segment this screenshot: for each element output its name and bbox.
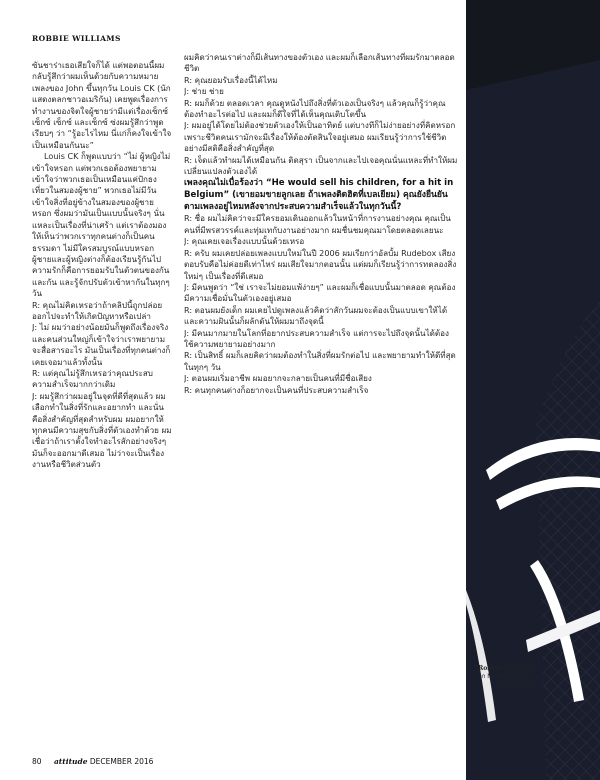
paragraph: ซันชาร่าเธอเสียใจก็ได้ แต่พอตอนนี้ผมกลับรู้สึกว่าผมเห็นด้วยกับความหมายเพลงของ John ขึ้นทุกวัน Louis CK (นักแสดงตลกชาวอเมริกัน) เคยพูดเรื่องการทำงานของจิตใจผู้ชายว่ามีแต่เรื่องเซ็กซ์ เซ็กซ์ เซ็กซ์ และเซ็กซ์ ซ่งผมรู้สึกว่าพูดเรียบๆ ว่า “รู้อะไรไหม นี่แก่ก็คงใจเข้าใจเป็นเหมือนกันนะ”: [32, 60, 172, 150]
magazine-brand: attitude: [53, 757, 88, 766]
paragraph: R: เป็นสิทธิ์ ผมก็เลยคิดว่าผมต้องทำในสิ่งที่ผมรักต่อไป และพยายามทำให้ดีที่สุดในทุกๆ วัน: [184, 350, 456, 372]
paragraph: R: ตอนผมยังเด็ก ผมเคยไปดูเพลงแล้วคิดว่าสักวันผมจะต้องเป็นแบบเขาให้ได้ และความฝันนั้นก็ผลักดันให้ผมมาถึงจุดนี้: [184, 304, 448, 327]
paragraph: J: ผมอยู่ได้โดยไม่ต้องช่วยตัวเองให้เป็นอาทิตย์ แต่บางทีก็ไม่ง่ายอย่างที่คิดหรอก เพราะชีวิตคนเรามักจะมีเรื่องให้ต้องตัดสินใจอยู่เสมอ ผมเรียนรู้ว่าการใช้ชีวิตอย่างมีสติคือสิ่งสำคัญที่สุด: [184, 120, 456, 154]
paragraph: R: คนทุกคนต่างก็อยากจะเป็นคนที่ประสบความสำเร็จ: [184, 384, 369, 395]
paragraph: J: มีคนพูดว่า “ใช่ เราจะไม่ยอมแพ้ง่ายๆ” และผมก็เชื่อแบบนั้นมาตลอด คุณต้องมีความเชื่อมั่นในตัวเองอยู่เสมอ: [184, 281, 456, 304]
paragraph: R: ครับ ผมเคยปล่อยเพลงแบบใหม่ในปี 2006 ผมเรียกว่าอัลบั้ม Rudebox เสียงตอบรับคือไม่ค่อยดีเท่าไหร่ ผมเสียใจมากตอนนั้น แต่ผมก็เรียนรู้ว่าการทดลองสิ่งใหม่ๆ เป็นเรื่องที่ดีเสมอ: [184, 247, 457, 281]
paragraph: ผมคิดว่าคนเราต่างก็มีเส้นทางของตัวเอง และผมก็เลือกเส้นทางที่ผมรักมาตลอดชีวิต: [184, 52, 455, 74]
caption-name: Robbie: [478, 665, 502, 672]
portrait-photo: [466, 0, 600, 780]
text-column-1: [32, 60, 172, 750]
paragraph: J: ช่าย ช่าย: [184, 86, 224, 97]
page-footer: [32, 757, 153, 766]
paragraph: R: ผมก็ด้วย ตลอดเวลา คุณดูหนังไปถึงสิ่งที่ตัวเองเป็นจริงๆ แล้วคุณก็รู้ว่าคุณต้องทำอะไรต่อไป และผมก็ดีใจที่ได้เห็นคุณเติบโตขึ้น: [184, 97, 446, 120]
paragraph: J: มีคนมากมายในโลกที่อยากประสบความสำเร็จ แต่การจะไปถึงจุดนั้นได้ต้องใช้ความพยายามอย่างมาก: [184, 327, 449, 349]
paragraph: R: แต่คุณไม่รู้สึกเหรอว่าคุณประสบความสำเร็จมากกว่าเดิม: [32, 367, 153, 390]
paragraph: J: ตอนผมเริ่มอาชีพ ผมอยากจะกลายเป็นคนที่มีชื่อเสียง: [184, 373, 372, 384]
paragraph: R: เจ็ดแล้วทำผมได้เหมือนกัน ติดสุรา เป็นจากและไปเจอคุณนั่นแหละที่ทำให้ผมเปลี่ยนแปลงตัวเองได้: [184, 154, 458, 177]
page-number: 80: [32, 757, 42, 766]
paragraph: J: ผมรู้สึกว่าผมอยู่ในจุดที่ดีที่สุดแล้ว ผมเลือกทำในสิ่งที่รักและอยากทำ และนั่นคือสิ่งสำคัญที่สุดสำหรับผม ผมอยากให้ทุกคนมีความสุขกับสิ่งที่ตัวเองทำด้วย ผมเชื่อว่าถ้าเราตั้งใจทำอะไรสักอย่างจริงๆ มันก็จะออกมาดีเสมอ ไม่ว่าจะเป็นเรื่องงานหรือชีวิตส่วนตัว: [32, 390, 172, 470]
paragraph: R: คุณไม่คิดเหรอว่าถ้าคลิปนี้ถูกปล่อยออกไปจะทำให้เกิดปัญหาหรือเปล่า: [32, 299, 163, 321]
interview-question: เพลงคุณไม่เบื่อร้องว่า “He would sell his children, for a hit in Belgium” (เขายอมขายลูกเลย ถ้าเพลงติดฮิตที่เบลเยียม) คุณยังยืนยันตามเพลงอยู่ไหมหลังจากประสบความสำเร็จแล้วในทุกวันนี้?: [184, 178, 454, 213]
paragraph: J: คุณเคยเจอเรื่องแบบนั้นด้วยเหรอ: [184, 236, 305, 247]
jacket-photo-illustration: [466, 0, 600, 780]
caption-text: สวมเสื้อเชิ้ตจาก Neil Barrett จาก MR PORTER: [474, 665, 534, 688]
paragraph: J: ไม่ ผมว่าอย่างน้อยมันก็พูดถึงเรื่องจริง และคนส่วนใหญ่ก็เข้าใจว่าเราพยายามจะสื่อสารอะไร มันเป็นเรื่องที่ทุกคนต่างก็เคยเจอมาแล้วทั้งนั้น: [32, 322, 171, 367]
paragraph: Louis CK ก็พูดแบบว่า “ไม่ ผู้หญิงไม่เข้าใจหรอก แต่พวกเธอต้องพยายามเข้าใจว่าพวกเธอเป็นเหมือนแค่ปักธงเที่ยวในสมองผู้ชาย” พวกเธอไม่มีวันเข้าใจสิ่งที่อยู่ข้างในสมองของผู้ชายหรอก ซึ่งผมว่ามันเป็นแบบนั้นจริงๆ นั่นแหละเป็นเรื่องที่น่าเศร้า แต่เราต้องมองให้เห็นว่าพวกเราทุกคนต่างก็เป็นคนธรรมดา ไม่มีใครสมบูรณ์แบบหรอก ผู้ชายและผู้หญิงต่างก็ต้องเรียนรู้กันไป ความรักก็คือการยอมรับในตัวตนของกันและกัน และรู้จักปรับตัวเข้าหากันในทุกๆ วัน: [32, 151, 171, 299]
issue-date: DECEMBER 2016: [89, 757, 154, 766]
text-column-2: [184, 52, 458, 752]
paragraph: R: คุณยอมรับเรื่องนี้ได้ไหม: [184, 74, 278, 85]
paragraph: R: ชื่อ ผมไม่คิดว่าจะมีใครยอมเดินออกแล้วในหน้าที่การงานอย่างคุณ คุณเป็นคนที่มีพรสวรรค์และทุ่มเทกับงานอย่างมาก ผมชื่นชมคุณมาโดยตลอดเลยนะ: [184, 213, 451, 235]
running-header: ROBBIE WILLIAMS: [32, 34, 121, 43]
photo-caption: [474, 665, 534, 689]
